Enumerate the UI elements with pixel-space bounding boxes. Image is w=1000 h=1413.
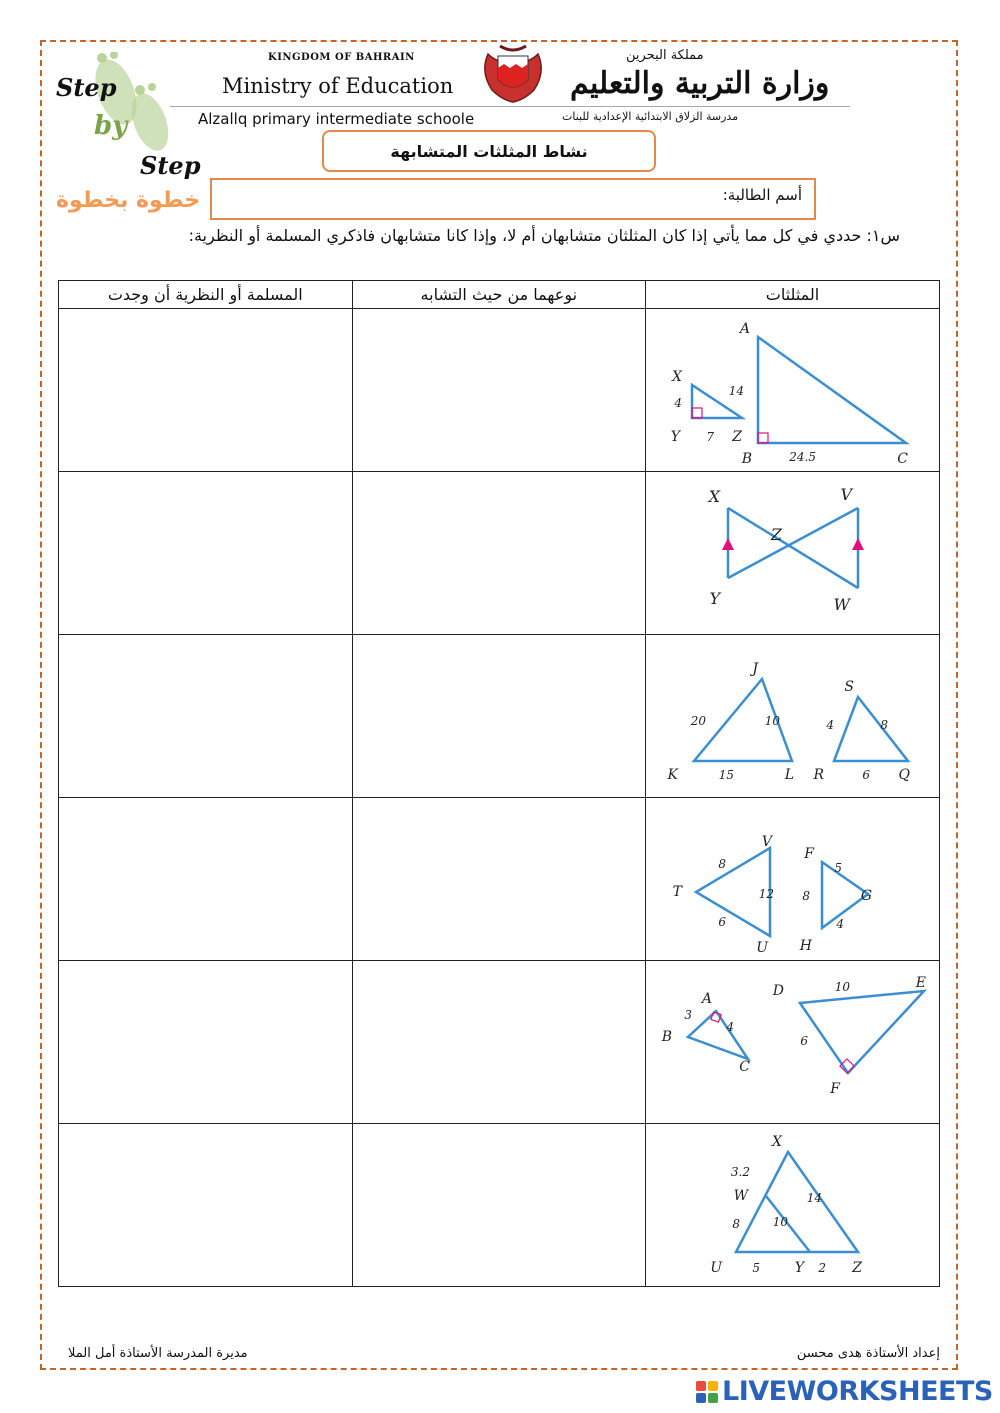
fig5-label-b: B [661,1029,672,1045]
table-row [59,472,940,635]
fig6-label-z: Z [851,1260,862,1276]
triangle-figure-1 [658,315,928,465]
fig5-label-f: F [829,1081,840,1097]
fig2-label-w: W [833,595,850,614]
kingdom-ar: مملكة البحرين [626,48,704,63]
fig5-side-4: 4 [725,1020,734,1034]
fig1-side-4: 4 [673,396,682,410]
prepared-by: إعداد الأستاذة هدى محسن [796,1346,940,1361]
header-rule [170,106,850,107]
fig3-side-10: 10 [764,714,780,728]
figure-cell [646,1124,940,1287]
fig4-label-v: V [761,834,772,850]
theorem-answer-cell[interactable] [59,798,353,961]
triangle-figure-4 [658,804,928,954]
similarity-answer-cell[interactable] [352,472,646,635]
fig3-label-j: J [751,661,758,677]
similarity-answer-cell[interactable] [352,798,646,961]
table-row [59,798,940,961]
fig1-side-14: 14 [728,384,744,398]
fig1-label-x: X [671,369,682,385]
fig4-side-6: 6 [717,915,726,929]
fig4-label-u: U [755,940,768,954]
fig6-side-2: 2 [817,1261,826,1275]
header-similarity-type: نوعهما من حيث التشابه [352,281,646,309]
fig5-label-d: D [772,983,784,999]
fig4-label-h: H [799,938,812,954]
fig2-label-x: X [708,487,720,506]
ministry-ar: وزارة التربية والتعليم [570,66,830,101]
fig3-label-s: S [843,679,854,695]
kingdom-en: KINGDOM OF BAHRAIN [268,52,415,63]
fig4-label-t: T [672,884,682,900]
fig3-side-8: 8 [879,718,888,732]
fig4-side-8b: 8 [801,889,810,903]
fig6-side-3-2: 3.2 [730,1165,750,1179]
fig1-side-7: 7 [705,430,714,444]
fig6-label-u: U [709,1260,722,1276]
fig3-side-20: 20 [690,714,706,728]
triangle-figure-5 [658,967,928,1117]
fig6-label-x: X [771,1134,782,1150]
theorem-answer-cell[interactable] [59,1124,353,1287]
logo-arabic-text: خطوة بخطوة [56,188,201,213]
similarity-answer-cell[interactable] [352,309,646,472]
fig5-label-c: C [738,1059,750,1075]
student-name-label: أسم الطالبة: [722,186,802,204]
fig6-side-8: 8 [731,1217,740,1231]
fig1-label-a: A [739,321,750,337]
bahrain-crest-icon [478,42,548,104]
liveworksheets-watermark [696,1376,993,1407]
fig1-label-b: B [741,451,752,465]
fig2-label-v: V [839,485,852,504]
table-row [59,309,940,472]
fig1-label-y: Y [670,429,680,445]
fig3-label-l: L [784,767,794,783]
fig6-label-y: Y [794,1260,804,1276]
svg-text:Step: Step [140,151,201,180]
fig4-label-g: G [860,888,872,904]
fig1-label-z: Z [731,429,742,445]
fig1-side-24-5: 24.5 [788,450,816,464]
fig1-label-c: C [896,451,908,465]
fig6-side-14: 14 [806,1191,822,1205]
theorem-answer-cell[interactable] [59,472,353,635]
theorem-answer-cell[interactable] [59,635,353,798]
school-en: Alzallq primary intermediate schoole [198,110,475,128]
fig5-label-e: E [915,975,926,991]
figure-cell [646,309,940,472]
triangles-table [58,280,940,1287]
theorem-answer-cell[interactable] [59,961,353,1124]
fig3-label-k: K [667,767,678,783]
header-theorem: المسلمة أو النظرية أن وجدت [59,281,353,309]
svg-text:by: by [94,111,128,141]
fig2-label-y: Y [708,589,720,608]
similarity-answer-cell[interactable] [352,961,646,1124]
fig6-side-10: 10 [772,1215,788,1229]
table-row [59,635,940,798]
fig3-label-r: R [812,767,824,783]
fig5-side-3: 3 [683,1008,692,1022]
table-header-row [59,281,940,309]
fig2-label-z: Z [770,525,782,544]
fig5-label-a: A [701,991,712,1007]
fig3-label-q: Q [898,767,910,783]
worksheet-title: نشاط المثلثات المتشابهة [322,130,656,172]
figure-cell [646,798,940,961]
fig4-side-12: 12 [758,887,774,901]
table-row [59,961,940,1124]
triangle-figure-2 [658,478,928,628]
school-ar: مدرسة الزلاق الابتدائية الإعدادية للبنات [562,110,739,123]
student-name-field[interactable] [210,178,816,220]
fig3-side-6: 6 [861,768,870,782]
fig3-side-15: 15 [718,768,734,782]
fig5-side-10: 10 [834,980,850,994]
similarity-answer-cell[interactable] [352,635,646,798]
theorem-answer-cell[interactable] [59,309,353,472]
fig4-label-f: F [803,846,814,862]
liveworksheets-text: LIVEWORKSHEETS [722,1376,993,1407]
liveworksheets-logo-icon [696,1381,718,1403]
fig6-label-w: W [733,1188,748,1204]
fig3-side-4: 4 [825,718,834,732]
step-by-step-logo [54,52,204,182]
svg-text:Step: Step [56,73,117,102]
fig4-side-5: 5 [833,861,842,875]
similarity-answer-cell[interactable] [352,1124,646,1287]
question-text: س١: حددي في كل مما يأتي إذا كان المثلثان متشابهان أم لا، وإذا كانا متشابهان فاذكري المسلمة أو النظرية: [188,226,900,245]
fig4-side-4: 4 [835,917,844,931]
figure-cell [646,961,940,1124]
figure-cell [646,635,940,798]
table-row [59,1124,940,1287]
fig5-side-6: 6 [799,1034,808,1048]
figure-cell [646,472,940,635]
fig6-side-5: 5 [751,1261,760,1275]
principal-name: مديرة المدرسة الأستاذة أمل الملا [68,1346,248,1361]
header-triangles: المثلثات [646,281,940,309]
triangle-figure-6 [658,1130,928,1280]
fig4-side-8: 8 [717,857,726,871]
ministry-en: Ministry of Education [222,74,454,98]
triangle-figure-3 [658,641,928,791]
